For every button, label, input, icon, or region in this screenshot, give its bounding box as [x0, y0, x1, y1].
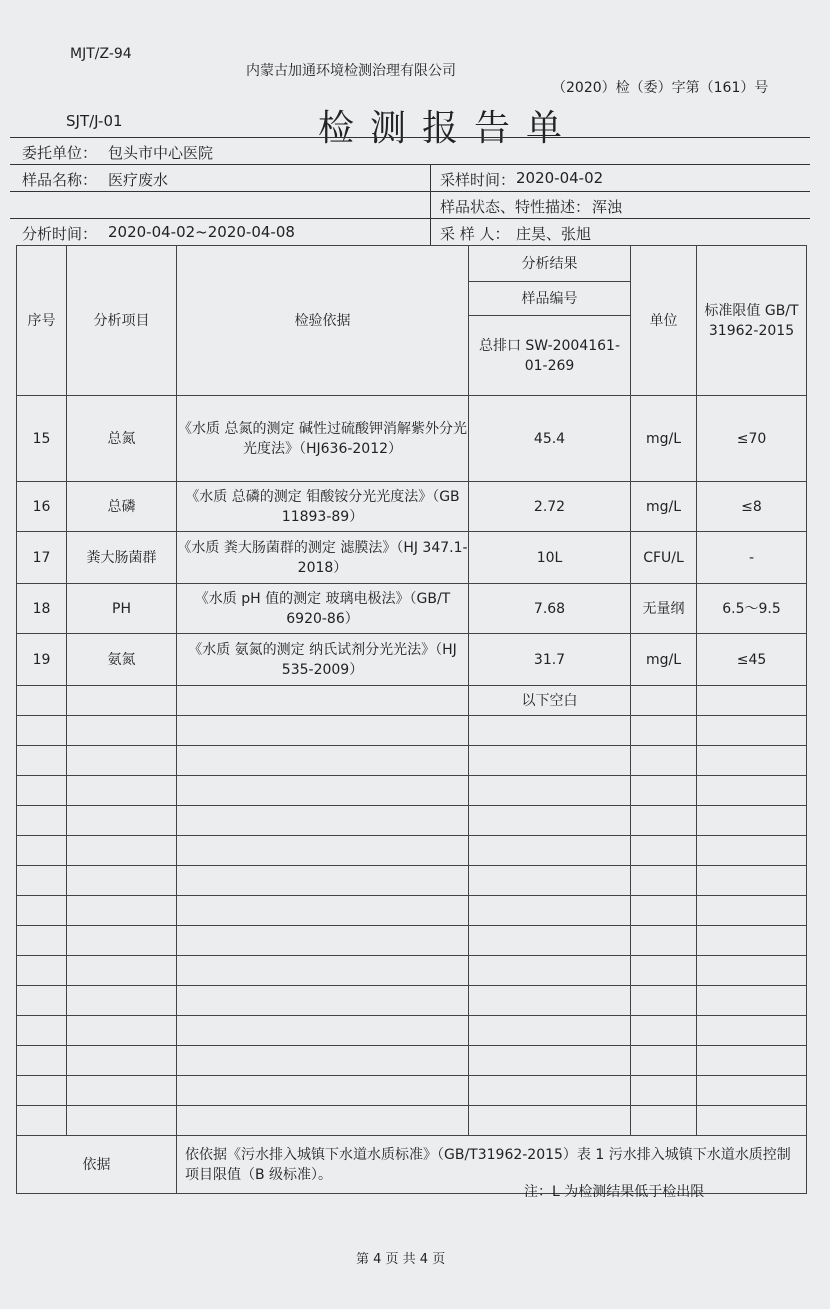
row-basis: 《水质 氨氮的测定 纳氏试剂分光光法》（HJ 535-2009） — [177, 634, 469, 686]
sample-name-label: 样品名称： — [22, 171, 98, 189]
row-result: 7.68 — [469, 584, 631, 634]
row-result: 2.72 — [469, 482, 631, 532]
row-basis: 《水质 总氮的测定 碱性过硫酸钾消解紫外分光光度法》（HJ636-2012） — [177, 396, 469, 482]
col-item-header: 分析项目 — [67, 246, 177, 396]
row-unit: mg/L — [631, 396, 697, 482]
empty-row — [17, 1046, 807, 1076]
row-result: 10L — [469, 532, 631, 584]
row-limit: - — [697, 532, 807, 584]
analysis-time-label: 分析时间： — [22, 225, 98, 243]
sampling-time-label: 采样时间： — [440, 171, 516, 189]
company-name: 内蒙古加通环境检测治理有限公司 — [246, 63, 456, 79]
results-table — [16, 245, 807, 1194]
col-no-header: 序号 — [17, 246, 67, 396]
row-basis: 《水质 总磷的测定 钼酸铵分光光度法》（GB 11893-89） — [177, 482, 469, 532]
table-header-row — [17, 246, 807, 282]
row-no: 18 — [17, 584, 67, 634]
table-row-blank-note — [17, 686, 807, 716]
info-divider — [430, 164, 431, 245]
empty-row — [17, 746, 807, 776]
row-limit: ≤70 — [697, 396, 807, 482]
empty-row — [17, 836, 807, 866]
sample-name-value: 医疗废水 — [108, 171, 169, 189]
table-row — [17, 396, 807, 482]
row-result: 45.4 — [469, 396, 631, 482]
col-sample-no-header: 样品编号 — [469, 282, 631, 316]
basis-label: 依据 — [17, 1136, 177, 1194]
row-unit: 无量纲 — [631, 584, 697, 634]
report-number: （2020）检（委）字第（161）号 — [552, 80, 769, 96]
table-row — [17, 634, 807, 686]
row-limit: ≤45 — [697, 634, 807, 686]
info-box — [10, 137, 810, 245]
col-sample-id-header: 总排口 SW-2004161-01-269 — [469, 316, 631, 396]
row-no: 16 — [17, 482, 67, 532]
empty-row — [17, 926, 807, 956]
table-row — [17, 482, 807, 532]
row-unit: mg/L — [631, 482, 697, 532]
form-code: MJT/Z-94 — [70, 46, 132, 62]
empty-row — [17, 986, 807, 1016]
row-item: 总磷 — [67, 482, 177, 532]
empty-row — [17, 776, 807, 806]
analysis-time-value: 2020-04-02~2020-04-08 — [108, 223, 295, 241]
row-basis: 《水质 粪大肠菌群的测定 滤膜法》（HJ 347.1-2018） — [177, 532, 469, 584]
row-limit: 6.5～9.5 — [697, 584, 807, 634]
row-no: 17 — [17, 532, 67, 584]
info-row-analysis — [10, 218, 810, 246]
sampling-time-value: 2020-04-02 — [516, 169, 604, 187]
col-unit-header: 单位 — [631, 246, 697, 396]
client-label: 委托单位： — [22, 144, 98, 162]
row-limit: ≤8 — [697, 482, 807, 532]
empty-row — [17, 1016, 807, 1046]
info-row-client — [10, 137, 810, 165]
page-title: 检测报告单 — [318, 108, 579, 149]
sampler-label: 采 样 人： — [440, 225, 510, 243]
col-result-header: 分析结果 — [469, 246, 631, 282]
row-basis: 《水质 pH 值的测定 玻璃电极法》（GB/T 6920-86） — [177, 584, 469, 634]
footnote: 注：L 为检测结果低于检出限 — [524, 1184, 705, 1200]
basis-text: 依依据《污水排入城镇下水道水质标准》（GB/T31962-2015）表 1 污水排入城镇下水道水质控制项目限值（B 级标准）。 — [177, 1136, 807, 1194]
empty-row — [17, 866, 807, 896]
sampler-value: 庄昊、张旭 — [516, 225, 592, 243]
client-value: 包头市中心医院 — [108, 144, 214, 162]
row-item: PH — [67, 584, 177, 634]
row-result: 31.7 — [469, 634, 631, 686]
sjt-code: SJT/J-01 — [66, 112, 123, 130]
empty-row — [17, 896, 807, 926]
row-unit: mg/L — [631, 634, 697, 686]
sample-state-value: 浑浊 — [592, 198, 623, 216]
info-row-state — [10, 191, 810, 219]
page-number: 第 4 页 共 4 页 — [356, 1252, 446, 1267]
row-unit: CFU/L — [631, 532, 697, 584]
blank-note: 以下空白 — [469, 686, 631, 716]
row-no: 15 — [17, 396, 67, 482]
empty-row — [17, 1106, 807, 1136]
row-item: 粪大肠菌群 — [67, 532, 177, 584]
empty-row — [17, 956, 807, 986]
col-limit-header: 标准限值 GB/T 31962-2015 — [697, 246, 807, 396]
row-no: 19 — [17, 634, 67, 686]
row-item: 氨氮 — [67, 634, 177, 686]
table-row — [17, 532, 807, 584]
empty-row — [17, 1076, 807, 1106]
empty-row — [17, 806, 807, 836]
table-row — [17, 584, 807, 634]
empty-row — [17, 716, 807, 746]
col-basis-header: 检验依据 — [177, 246, 469, 396]
sample-state-label: 样品状态、特性描述： — [440, 198, 591, 216]
info-row-sample — [10, 164, 810, 192]
row-item: 总氮 — [67, 396, 177, 482]
